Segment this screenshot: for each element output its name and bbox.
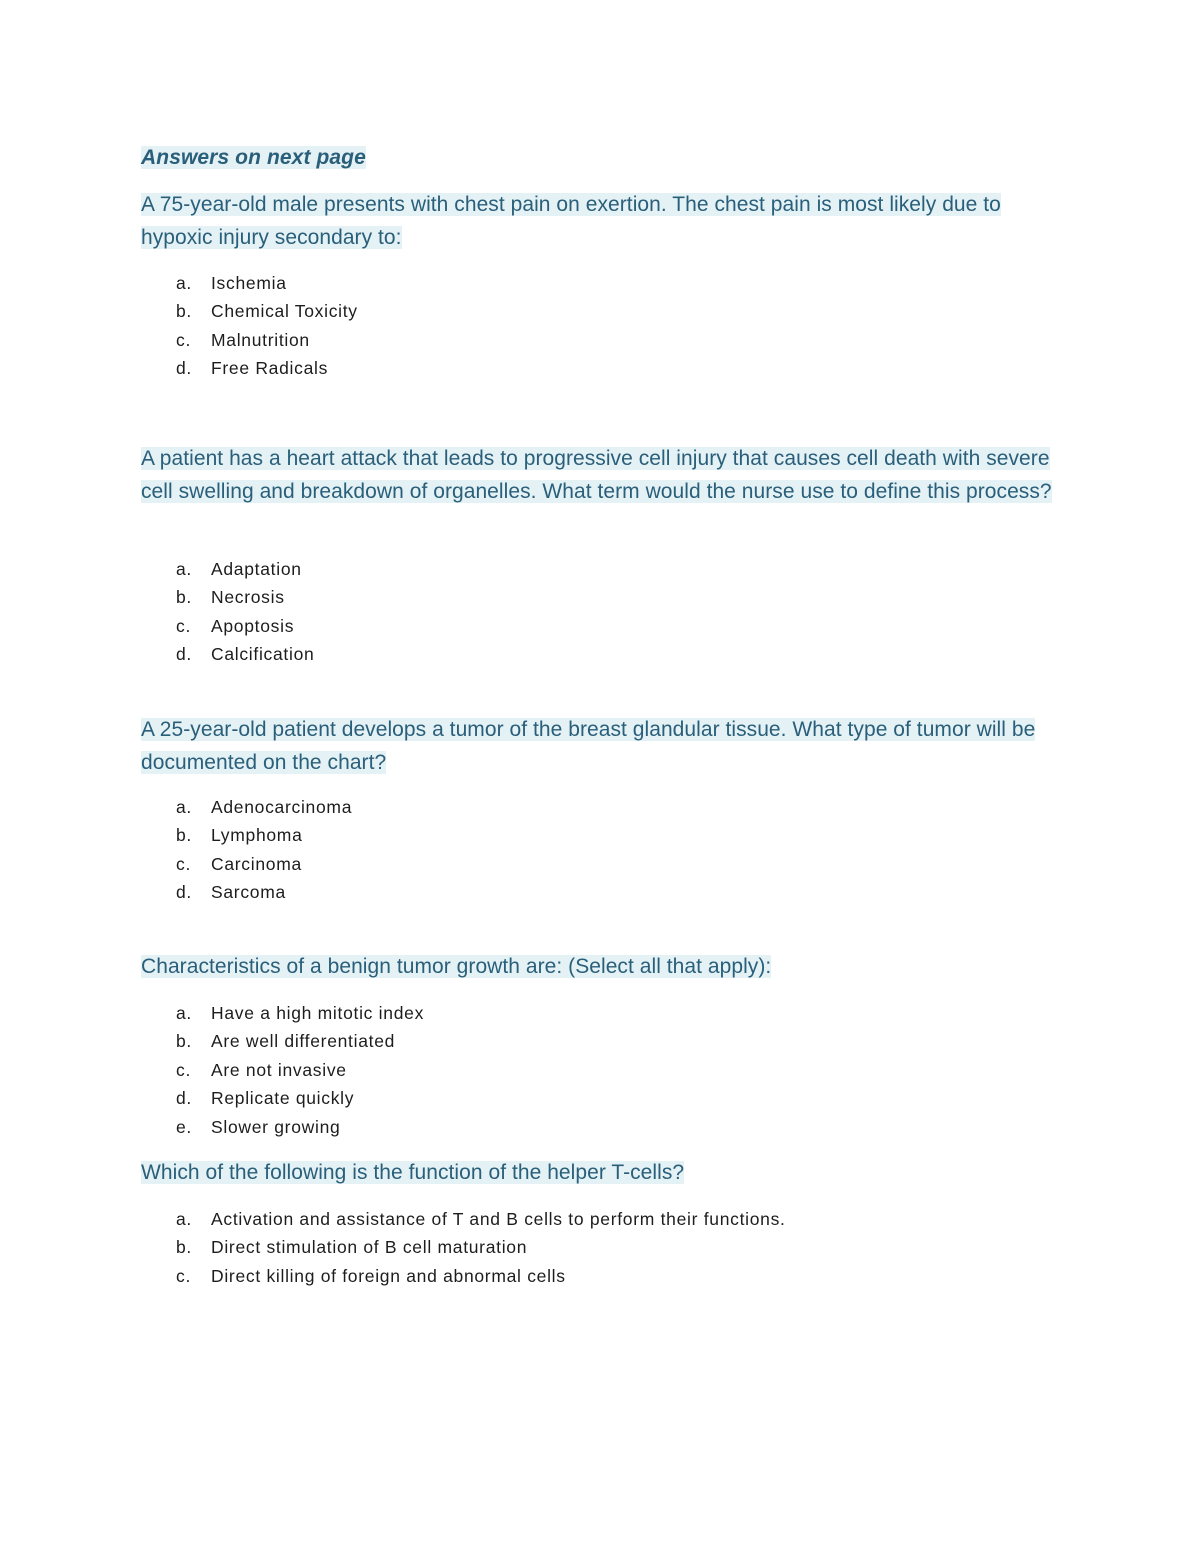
option-text: Adenocarcinoma [211, 797, 353, 817]
option-text: Activation and assistance of T and B cells to perform their functions. [211, 1209, 786, 1229]
option-item [176, 850, 352, 878]
option-text: Apoptosis [211, 615, 295, 636]
option-letter: a. [176, 1003, 192, 1023]
option-letter: a. [176, 797, 192, 817]
option-item [176, 1027, 424, 1055]
option-letter: a. [176, 1209, 192, 1229]
option-letter: a. [176, 559, 192, 579]
option-item [176, 878, 352, 906]
option-item [176, 999, 424, 1027]
option-letter: d. [176, 1088, 192, 1109]
option-item [176, 1084, 424, 1112]
option-text: Malnutrition [211, 329, 310, 350]
option-text: Are well differentiated [211, 1031, 396, 1052]
option-letter: d. [176, 644, 192, 665]
option-letter: b. [176, 1237, 192, 1258]
option-letter: b. [176, 301, 192, 322]
option-letter: c. [176, 1059, 192, 1080]
question-3-options [176, 793, 352, 907]
option-text: Are not invasive [211, 1059, 347, 1080]
option-item [176, 1113, 424, 1141]
option-text: Direct killing of foreign and abnormal cells [211, 1265, 566, 1286]
option-item [176, 269, 358, 297]
question-5-text: Which of the following is the function of the helper T-cells? [141, 1161, 685, 1184]
option-letter: c. [176, 853, 192, 874]
option-item [176, 612, 314, 640]
option-item [176, 821, 352, 849]
question-2-stem [141, 443, 1076, 508]
answers-note [141, 142, 366, 174]
option-text: Necrosis [211, 587, 285, 608]
option-text: Adaptation [211, 559, 302, 579]
option-item [176, 555, 314, 583]
option-text: Calcification [211, 644, 315, 665]
option-item [176, 1233, 786, 1261]
option-item [176, 793, 352, 821]
option-letter: e. [176, 1116, 192, 1137]
question-5-stem [141, 1157, 1076, 1190]
option-text: Chemical Toxicity [211, 301, 358, 322]
option-item [176, 326, 358, 354]
option-text: Replicate quickly [211, 1088, 355, 1109]
question-1-stem [141, 189, 1076, 254]
option-letter: c. [176, 615, 192, 636]
option-letter: d. [176, 882, 192, 903]
option-item [176, 640, 314, 668]
question-4-text: Characteristics of a benign tumor growth are: (Select all that apply): [141, 955, 772, 978]
option-letter: c. [176, 329, 192, 350]
option-letter: b. [176, 825, 192, 846]
option-letter: a. [176, 273, 192, 293]
option-text: Slower growing [211, 1116, 341, 1137]
option-text: Direct stimulation of B cell maturation [211, 1237, 528, 1258]
option-item [176, 583, 314, 611]
question-2-options [176, 555, 314, 669]
option-text: Ischemia [211, 273, 287, 293]
option-letter: b. [176, 1031, 192, 1052]
option-item [176, 354, 358, 382]
question-4-stem [141, 951, 1076, 984]
option-text: Lymphoma [211, 825, 303, 846]
option-text: Have a high mitotic index [211, 1003, 425, 1023]
option-letter: c. [176, 1265, 192, 1286]
option-text: Free Radicals [211, 358, 329, 379]
question-1-options [176, 269, 358, 383]
option-item [176, 1262, 786, 1290]
question-4-options [176, 999, 424, 1141]
option-letter: b. [176, 587, 192, 608]
option-item [176, 1056, 424, 1084]
option-item [176, 297, 358, 325]
option-text: Sarcoma [211, 882, 286, 903]
question-3-text: A 25-year-old patient develops a tumor of the breast glandular tissue. What type of tumor will be documented on the chart? [141, 718, 1036, 774]
question-2-text: A patient has a heart attack that leads to progressive cell injury that causes cell death with severe cell swelling and breakdown of organelles. What term would the nurse use to define this process? [141, 447, 1052, 503]
option-text: Carcinoma [211, 853, 302, 874]
question-3-stem [141, 714, 1076, 779]
question-5-options [176, 1205, 786, 1290]
question-1-text: A 75-year-old male presents with chest pain on exertion. The chest pain is most likely due to hypoxic injury secondary to: [141, 193, 1001, 249]
option-item [176, 1205, 786, 1233]
option-letter: d. [176, 358, 192, 379]
answers-note-text: Answers on next page [141, 146, 366, 169]
